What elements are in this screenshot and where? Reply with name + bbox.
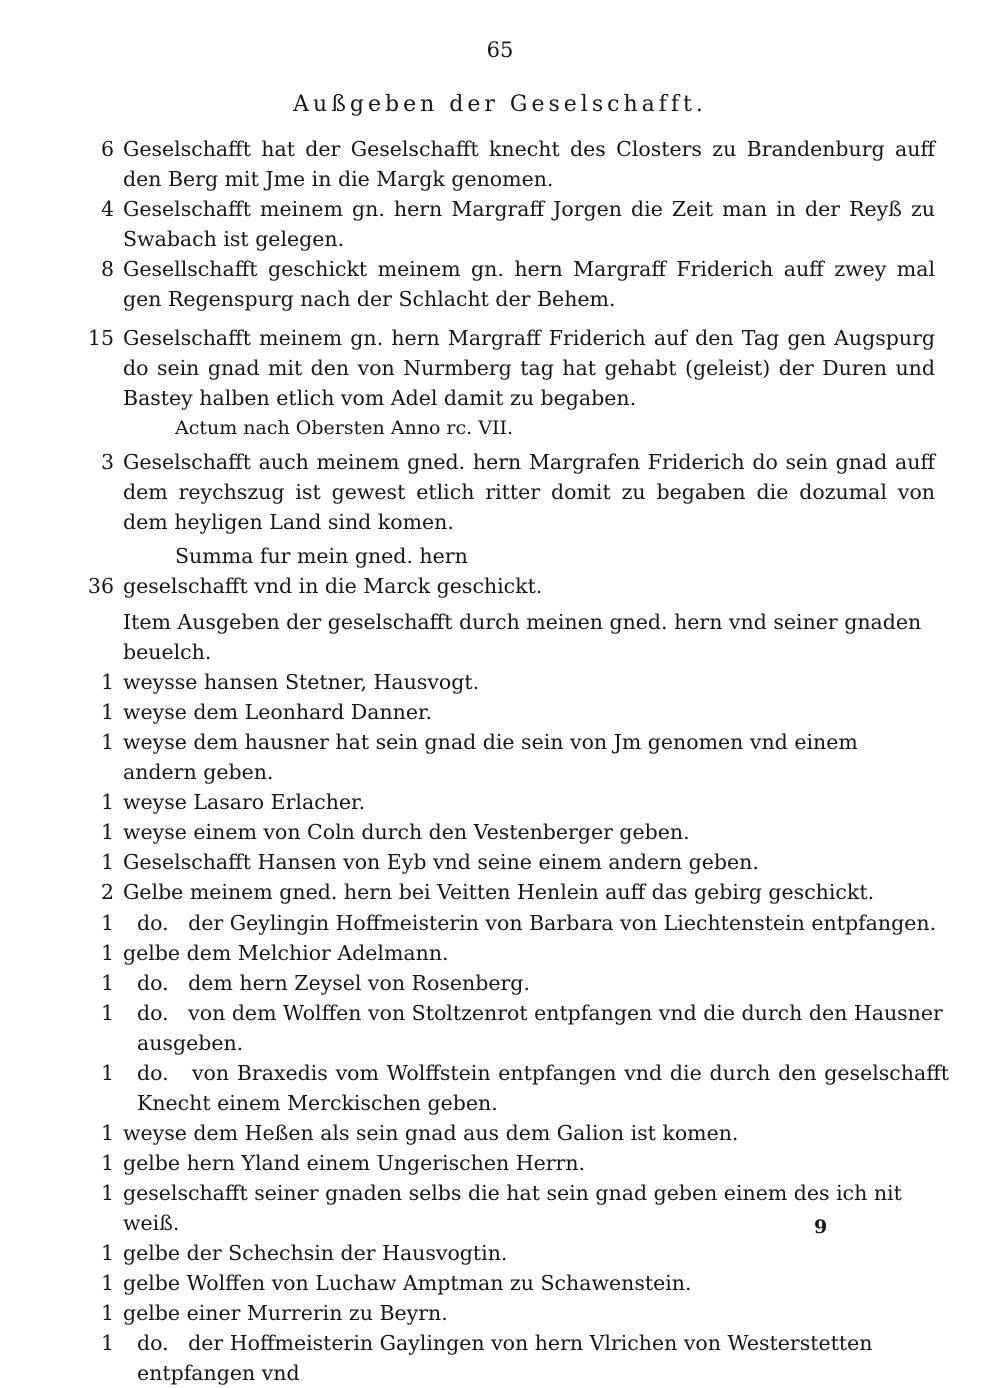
ledger-entry: [0, 1268, 1000, 1298]
ledger-entry: [0, 1148, 1000, 1178]
entry-text: do. der Hoffmeisterin Gaylingen von hern Vlrichen von Westerstetten entpfangen vnd: [137, 1331, 879, 1385]
entry-quantity: 3: [100, 450, 114, 474]
entry-text: weyse dem Heßen als sein gnad aus dem Galion ist komen.: [123, 1121, 739, 1145]
entry-quantity: 1: [100, 670, 114, 694]
entry-quantity: 1: [100, 700, 114, 724]
ledger-entry: [0, 787, 1000, 817]
entry-text: Gelbe meinem gned. hern bei Veitten Henlein auff das gebirg geschickt.: [123, 880, 875, 904]
entry-text: gelbe der Schechsin der Hausvogtin.: [123, 1241, 508, 1265]
entry-text: weyse dem hausner hat sein gnad die sein von Jm genomen vnd einem andern geben.: [123, 730, 858, 784]
page-number: 65: [486, 38, 514, 62]
entry-quantity: 1: [100, 1301, 114, 1325]
summa-line: Summa fur mein gned. hern: [175, 544, 468, 568]
entry-quantity: 6: [100, 137, 114, 161]
actum-note: Actum nach Obersten Anno rc. VII.: [175, 417, 513, 439]
entry-quantity: 1: [100, 1001, 114, 1025]
entry-quantity: 1: [100, 820, 114, 844]
ledger-entry: [0, 1178, 1000, 1238]
ledger-entry: [0, 194, 1000, 254]
ledger-entry: [0, 938, 1000, 968]
entry-text: Geselschafft Hansen von Eyb vnd seine einem andern geben.: [123, 850, 759, 874]
entry-text: Geselschafft meinem gn. hern Margraff Friderich auf den Tag gen Augspurg do sein gnad mit den von Nurmberg tag hat gehabt (geleist) der Duren und Bastey halben etlich vom Adel damit zu begaben.: [123, 326, 935, 410]
ledger-entry: [0, 1118, 1000, 1148]
ledger-entry: [0, 817, 1000, 847]
signature-mark: 9: [814, 1216, 828, 1238]
entry-quantity: 1: [100, 850, 114, 874]
entry-text: gelbe hern Yland einem Ungerischen Herrn.: [123, 1151, 586, 1175]
entry-text: geselschafft vnd in die Marck geschickt.: [123, 574, 543, 598]
ledger-entry: [0, 847, 1000, 877]
ledger-entry: [0, 1058, 1000, 1118]
ledger-entry: [0, 727, 1000, 787]
entry-quantity: 1: [100, 1121, 114, 1145]
entry-quantity: 15: [87, 326, 114, 350]
entry-quantity: 8: [100, 257, 114, 281]
entry-quantity: 2: [100, 880, 114, 904]
entry-text: Geselschafft meinem gn. hern Margraff Jorgen die Zeit man in der Reyß zu Swabach ist gelegen.: [123, 197, 935, 251]
entry-text: do. der Geylingin Hoffmeisterin von Barbara von Liechtenstein entpfangen.: [137, 911, 937, 935]
ledger-entry: [0, 447, 1000, 537]
entry-text: Geselschafft auch meinem gned. hern Margrafen Friderich do sein gnad auff dem reychszug ist gewest etlich ritter domit zu begaben die dozumal von dem heyligen Land sind komen.: [123, 450, 935, 534]
ledger-entry: [0, 667, 1000, 697]
entry-quantity: 1: [100, 730, 114, 754]
entry-quantity: 1: [100, 971, 114, 995]
entry-quantity: 1: [100, 1181, 114, 1205]
entry-text: gelbe Wolffen von Luchaw Amptman zu Schawenstein.: [123, 1271, 692, 1295]
entry-quantity: 36: [87, 574, 114, 598]
section-heading: Außgeben der Geselschafft.: [293, 92, 707, 117]
entry-text: do. von dem Wolffen von Stoltzenrot entpfangen vnd die durch den Hausner ausgeben.: [137, 1001, 950, 1055]
ledger-entry: [0, 877, 1000, 907]
entry-quantity: 1: [100, 1151, 114, 1175]
entry-quantity: 1: [100, 911, 114, 935]
section-lead: Item Ausgeben der geselschafft durch meinen gned. hern vnd seiner gnaden beuelch.: [123, 610, 922, 664]
ledger-entry: [0, 697, 1000, 727]
entry-quantity: 1: [100, 1271, 114, 1295]
entry-quantity: 1: [100, 790, 114, 814]
entry-text: weyse einem von Coln durch den Vestenberger geben.: [123, 820, 690, 844]
entry-text: Gesellschafft geschickt meinem gn. hern Margraff Friderich auff zwey mal gen Regenspurg nach der Schlacht der Behem.: [123, 257, 935, 311]
ledger-entry: [0, 908, 1000, 938]
ledger-entry: [0, 571, 1000, 601]
ledger-entry: [0, 998, 1000, 1058]
ledger-entry: [0, 323, 1000, 413]
ledger-entry: [0, 1238, 1000, 1268]
entry-text: gelbe einer Murrerin zu Beyrn.: [123, 1301, 448, 1325]
ledger-entry: [0, 1328, 1000, 1388]
entry-list: [0, 134, 1000, 1388]
entry-text: do. von Braxedis vom Wolffstein entpfangen vnd die durch den geselschafft Knecht einem Merckischen geben.: [137, 1061, 956, 1115]
ledger-entry: [0, 968, 1000, 998]
entry-quantity: 1: [100, 1061, 114, 1085]
entry-quantity: 4: [100, 197, 114, 221]
entry-text: gelbe dem Melchior Adelmann.: [123, 941, 449, 965]
ledger-entry: [0, 607, 1000, 667]
ledger-entry: [0, 134, 1000, 194]
ledger-entry: [0, 1298, 1000, 1328]
entry-quantity: 1: [100, 1241, 114, 1265]
entry-text: weysse hansen Stetner, Hausvogt.: [123, 670, 480, 694]
ledger-entry: [0, 413, 1000, 443]
ledger-entry: [0, 254, 1000, 314]
entry-text: geselschafft seiner gnaden selbs die hat sein gnad geben einem des ich nit weiß.: [123, 1181, 902, 1235]
entry-text: do. dem hern Zeysel von Rosenberg.: [137, 971, 530, 995]
entry-text: weyse Lasaro Erlacher.: [123, 790, 366, 814]
entry-text: weyse dem Leonhard Danner.: [123, 700, 433, 724]
entry-quantity: 1: [100, 941, 114, 965]
entry-text: Geselschafft hat der Geselschafft knecht des Closters zu Brandenburg auff den Berg mit Jme in die Margk genomen.: [123, 137, 935, 191]
entry-quantity: 1: [100, 1331, 114, 1355]
ledger-entry: [0, 541, 1000, 571]
